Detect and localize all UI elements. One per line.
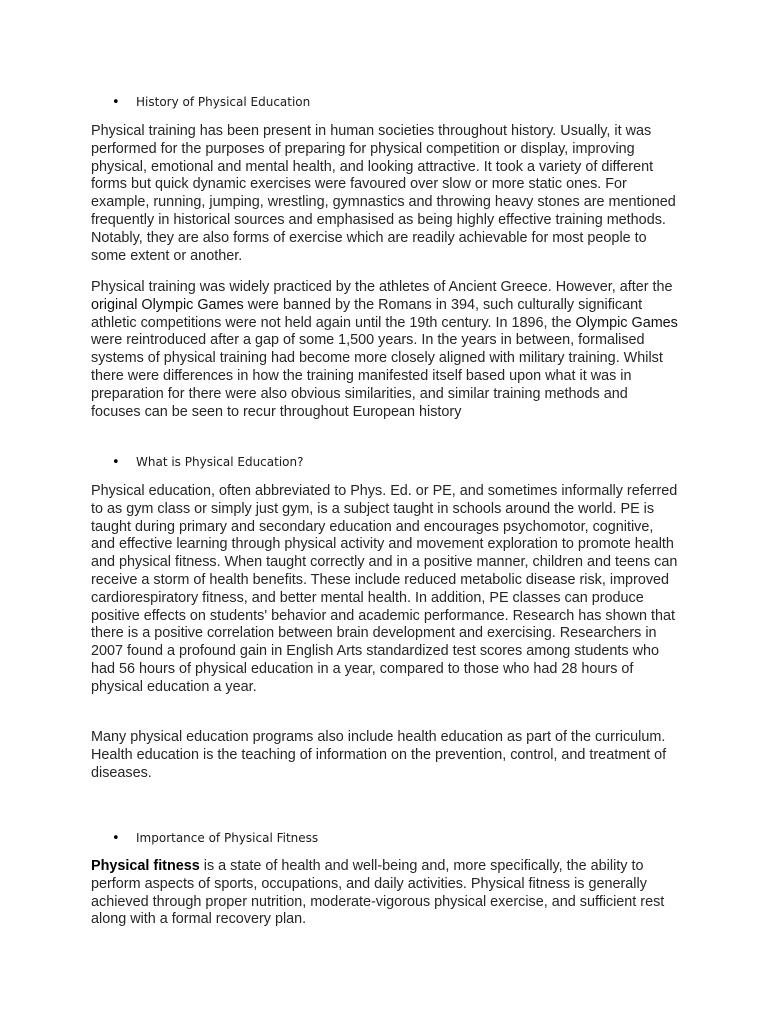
link-olympic-games[interactable]: Olympic Games — [575, 314, 678, 331]
bullet-icon: • — [112, 95, 120, 110]
paragraph-history-2 — [91, 279, 681, 421]
paragraph-what-is-pe-2 — [91, 729, 681, 782]
paragraph-text-part2: were banned by the Romans in 394, such culturally significant athletic competitions were not held again until the 19th century. In 1896, the — [91, 296, 643, 331]
bullet-icon: • — [112, 831, 120, 846]
paragraph-what-is-pe-1 — [91, 483, 681, 697]
paragraph-importance-1 — [91, 858, 681, 929]
paragraph-history-1 — [91, 123, 681, 265]
paragraph-text-part3: were reintroduced after a gap of some 1,500 years. In the years in between, formalised systems of physical training had become more closely aligned with military training. Whilst there were differences in how the training manifested itself based upon what it was in preparation for there were also obvious similarities, and similar training methods and focuses can be seen to recur throughout European history — [91, 332, 663, 420]
section-heading-importance — [112, 830, 318, 847]
section-heading-what-is-pe — [112, 454, 303, 471]
paragraph-text: Physical education, often abbreviated to Phys. Ed. or PE, and sometimes informally referred to as gym class or simply just gym, is a subject taught in schools around the world. PE is taught during primary and secondary education and encourages psychomotor, cognitive, and effective learning through physical activity and movement exploration to promote health and physical fitness. When taught correctly and in a positive manner, children and teens can receive a storm of health benefits. These include reduced metabolic disease risk, improved cardiorespiratory fitness, and better mental health. In addition, PE classes can produce positive effects on students' behavior and academic performance. Research has shown that there is a positive correlation between brain development and exercising. Researchers in 2007 found a profound gain in English Arts standardized test scores among students who had 56 hours of physical education in a year, compared to those who had 28 hours of physical education a year. — [91, 483, 678, 695]
bullet-icon: • — [112, 455, 120, 470]
bold-term: Physical fitness — [91, 858, 200, 874]
heading-text: What is Physical Education? — [136, 455, 304, 469]
heading-text: History of Physical Education — [136, 95, 311, 109]
paragraph-text-part1: Physical training was widely practiced by the athletes of Ancient Greece. However, after the — [91, 279, 673, 295]
paragraph-text: Physical training has been present in human societies throughout history. Usually, it was performed for the purposes of preparing for physical competition or display, improving physical, emotional and mental health, and looking attractive. It took a variety of different forms but quick dynamic exercises were favoured over slow or more static ones. For example, running, jumping, wrestling, gymnastics and throwing heavy stones are mentioned frequently in historical sources and emphasised as being highly effective training methods. Notably, they are also forms of exercise which are readily achievable for most people to some extent or another. — [91, 123, 676, 264]
heading-text: Importance of Physical Fitness — [136, 831, 319, 845]
link-original-olympic-games[interactable]: original Olympic Games — [91, 296, 244, 313]
paragraph-text: Many physical education programs also include health education as part of the curriculum. Health education is the teaching of information on the prevention, control, and treatment of diseases. — [91, 729, 667, 781]
paragraph-text: is a state of health and well-being and, more specifically, the ability to perform aspects of sports, occupations, and daily activities. Physical fitness is generally achieved through proper nutrition, moderate-vigorous physical exercise, and sufficient rest along with a formal recovery plan. — [91, 858, 665, 928]
section-heading-history — [112, 94, 310, 111]
